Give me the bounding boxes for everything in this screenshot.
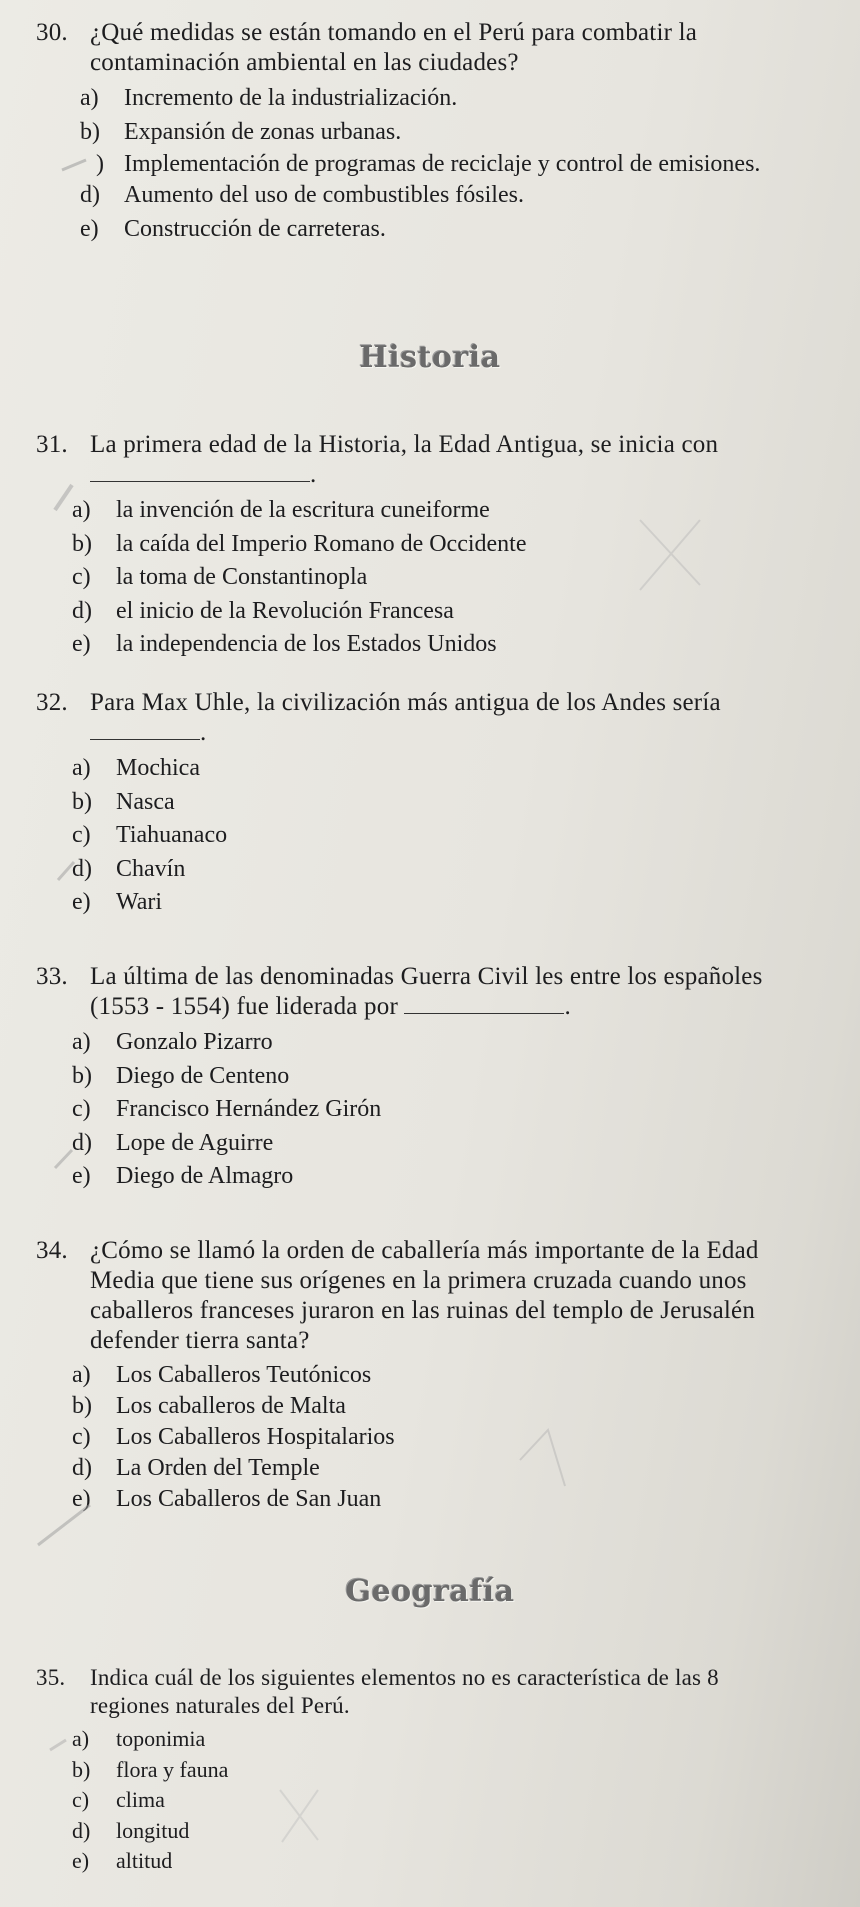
question-text: ¿Qué medidas se están tomando en el Perú para combatir la contaminación ambiental en las ciudades? bbox=[90, 19, 698, 76]
option-text: la toma de Constantinopla bbox=[116, 564, 368, 590]
question-stem bbox=[36, 1236, 796, 1356]
option-letter: b) bbox=[72, 1062, 92, 1089]
option-d[interactable] bbox=[72, 1453, 796, 1484]
option-letter: b) bbox=[72, 788, 92, 815]
option-text: Francisco Hernández Girón bbox=[116, 1096, 382, 1122]
option-text: Los Caballeros Hospitalarios bbox=[116, 1424, 395, 1450]
option-letter: c) bbox=[72, 1424, 91, 1450]
option-text: Wari bbox=[116, 889, 163, 915]
option-a[interactable] bbox=[72, 1026, 796, 1060]
option-letter: e) bbox=[72, 1848, 90, 1873]
option-text: Diego de Almagro bbox=[116, 1163, 294, 1189]
question-number: 30. bbox=[36, 19, 68, 46]
option-a[interactable] bbox=[72, 1724, 796, 1755]
option-text: la independencia de los Estados Unidos bbox=[116, 631, 497, 657]
option-text: clima bbox=[116, 1787, 165, 1812]
question-number: 32. bbox=[36, 689, 68, 716]
option-text: Implementación de programas de reciclaje y control de emisiones. bbox=[124, 151, 761, 177]
option-letter: a) bbox=[80, 85, 99, 111]
option-text: Lope de Aguirre bbox=[116, 1129, 274, 1156]
option-letter: b) bbox=[72, 1756, 91, 1782]
option-b[interactable] bbox=[72, 1391, 796, 1422]
option-letter: d) bbox=[72, 597, 92, 624]
question-text: ¿Cómo se llamó la orden de caballería más importante de la Edad Media que tiene sus orígenes en la primera cruzada cuando unos caballeros franceses juraron en las ruinas del templo de Jerusalén defender tierra santa? bbox=[90, 1237, 759, 1354]
option-b[interactable] bbox=[72, 1060, 796, 1094]
option-e[interactable] bbox=[72, 1160, 796, 1194]
option-letter: b) bbox=[72, 530, 92, 557]
option-letter: a) bbox=[72, 497, 91, 523]
option-text: Gonzalo Pizarro bbox=[116, 1029, 273, 1055]
question-number: 33. bbox=[36, 963, 68, 990]
option-letter: d) bbox=[72, 1817, 91, 1843]
question-stem bbox=[36, 1664, 796, 1720]
option-text: Chavín bbox=[116, 855, 186, 882]
answer-blank bbox=[90, 463, 310, 482]
option-letter: c) bbox=[72, 564, 91, 590]
question-text: La primera edad de la Historia, la Edad Antigua, se inicia con bbox=[90, 431, 719, 458]
answer-blank bbox=[404, 995, 564, 1014]
option-b[interactable] bbox=[72, 528, 796, 562]
options-list bbox=[72, 494, 796, 662]
option-letter: c) bbox=[72, 1787, 90, 1812]
option-e[interactable] bbox=[80, 213, 796, 247]
option-text: Incremento de la industrialización. bbox=[124, 85, 458, 111]
option-c[interactable] bbox=[72, 1785, 796, 1816]
question-stem bbox=[36, 18, 796, 78]
option-text: la invención de la escritura cuneiforme bbox=[116, 497, 490, 523]
stem-period: . bbox=[310, 461, 317, 488]
question-stem bbox=[36, 430, 796, 490]
option-text: flora y fauna bbox=[116, 1756, 229, 1782]
option-e[interactable] bbox=[72, 1846, 796, 1877]
option-c[interactable] bbox=[80, 149, 796, 179]
option-b[interactable] bbox=[72, 786, 796, 820]
option-c[interactable] bbox=[72, 1093, 796, 1127]
option-e[interactable] bbox=[72, 886, 796, 920]
answer-blank bbox=[90, 721, 200, 740]
option-text: Diego de Centeno bbox=[116, 1062, 290, 1089]
option-letter: a) bbox=[72, 1029, 91, 1055]
stem-period: . bbox=[200, 719, 207, 746]
option-c[interactable] bbox=[72, 819, 796, 853]
option-letter: e) bbox=[80, 215, 99, 242]
option-letter: c) bbox=[72, 1096, 91, 1122]
option-text: Expansión de zonas urbanas. bbox=[124, 118, 402, 145]
option-letter: ) bbox=[96, 151, 104, 177]
option-b[interactable] bbox=[80, 116, 796, 150]
question-text: Para Max Uhle, la civilización más antigua de los Andes sería bbox=[90, 689, 721, 716]
question-30 bbox=[36, 18, 796, 246]
option-text: toponimia bbox=[116, 1726, 206, 1751]
options-list bbox=[72, 1724, 796, 1877]
option-d[interactable] bbox=[72, 853, 796, 887]
question-34 bbox=[36, 1236, 796, 1515]
question-31 bbox=[36, 430, 796, 662]
option-letter: d) bbox=[80, 182, 100, 208]
question-stem bbox=[36, 688, 796, 748]
option-letter: d) bbox=[72, 1129, 92, 1156]
option-letter: e) bbox=[72, 889, 91, 915]
option-letter: a) bbox=[72, 1726, 90, 1751]
option-text: Los Caballeros de San Juan bbox=[116, 1486, 382, 1512]
option-e[interactable] bbox=[72, 628, 796, 662]
option-a[interactable] bbox=[72, 494, 796, 528]
option-a[interactable] bbox=[72, 752, 796, 786]
option-text: el inicio de la Revolución Francesa bbox=[116, 597, 454, 624]
option-c[interactable] bbox=[72, 1422, 796, 1453]
options-list bbox=[80, 82, 796, 246]
question-33 bbox=[36, 962, 796, 1194]
option-d[interactable] bbox=[72, 1816, 796, 1847]
option-b[interactable] bbox=[72, 1755, 796, 1786]
question-text: Indica cuál de los siguientes elementos no es característica de las 8 regiones naturales del Perú. bbox=[90, 1665, 719, 1718]
question-number: 31. bbox=[36, 431, 68, 458]
option-e[interactable] bbox=[72, 1484, 796, 1515]
question-text: La última de las denominadas Guerra Civil les entre los españoles (1553 - 1554) fue liderada por bbox=[90, 963, 763, 1020]
option-letter: d) bbox=[72, 855, 92, 882]
option-letter: d) bbox=[72, 1455, 92, 1481]
option-letter: b) bbox=[80, 118, 100, 145]
option-text: Mochica bbox=[116, 755, 200, 781]
option-text: Construcción de carreteras. bbox=[124, 215, 386, 242]
question-35 bbox=[36, 1664, 796, 1877]
option-d[interactable] bbox=[72, 595, 796, 629]
option-letter: a) bbox=[72, 1362, 91, 1388]
option-text: altitud bbox=[116, 1848, 173, 1873]
option-text: Tiahuanaco bbox=[116, 822, 228, 848]
option-text: la caída del Imperio Romano de Occidente bbox=[116, 530, 527, 557]
option-text: Nasca bbox=[116, 788, 175, 815]
question-number: 34. bbox=[36, 1237, 68, 1264]
option-text: Los Caballeros Teutónicos bbox=[116, 1362, 372, 1388]
option-letter: a) bbox=[72, 755, 91, 781]
option-c[interactable] bbox=[72, 561, 796, 595]
option-letter: e) bbox=[72, 631, 91, 657]
option-text: Los caballeros de Malta bbox=[116, 1393, 346, 1419]
option-letter: b) bbox=[72, 1393, 92, 1419]
option-a[interactable] bbox=[72, 1360, 796, 1391]
stem-period: . bbox=[564, 993, 571, 1020]
options-list bbox=[72, 1026, 796, 1194]
question-number: 35. bbox=[36, 1665, 66, 1690]
option-d[interactable] bbox=[72, 1127, 796, 1161]
option-d[interactable] bbox=[80, 179, 796, 213]
option-letter: e) bbox=[72, 1486, 91, 1512]
options-list bbox=[72, 1360, 796, 1515]
option-text: Aumento del uso de combustibles fósiles. bbox=[124, 182, 524, 208]
option-text: La Orden del Temple bbox=[116, 1455, 320, 1481]
option-a[interactable] bbox=[80, 82, 796, 116]
options-list bbox=[72, 752, 796, 920]
question-32 bbox=[36, 688, 796, 920]
question-stem bbox=[36, 962, 796, 1022]
section-title-historia: Historia bbox=[359, 340, 501, 375]
option-letter: c) bbox=[72, 822, 91, 848]
option-letter: e) bbox=[72, 1163, 91, 1189]
section-title-geografia: Geografía bbox=[345, 1574, 515, 1609]
option-text: longitud bbox=[116, 1817, 190, 1843]
